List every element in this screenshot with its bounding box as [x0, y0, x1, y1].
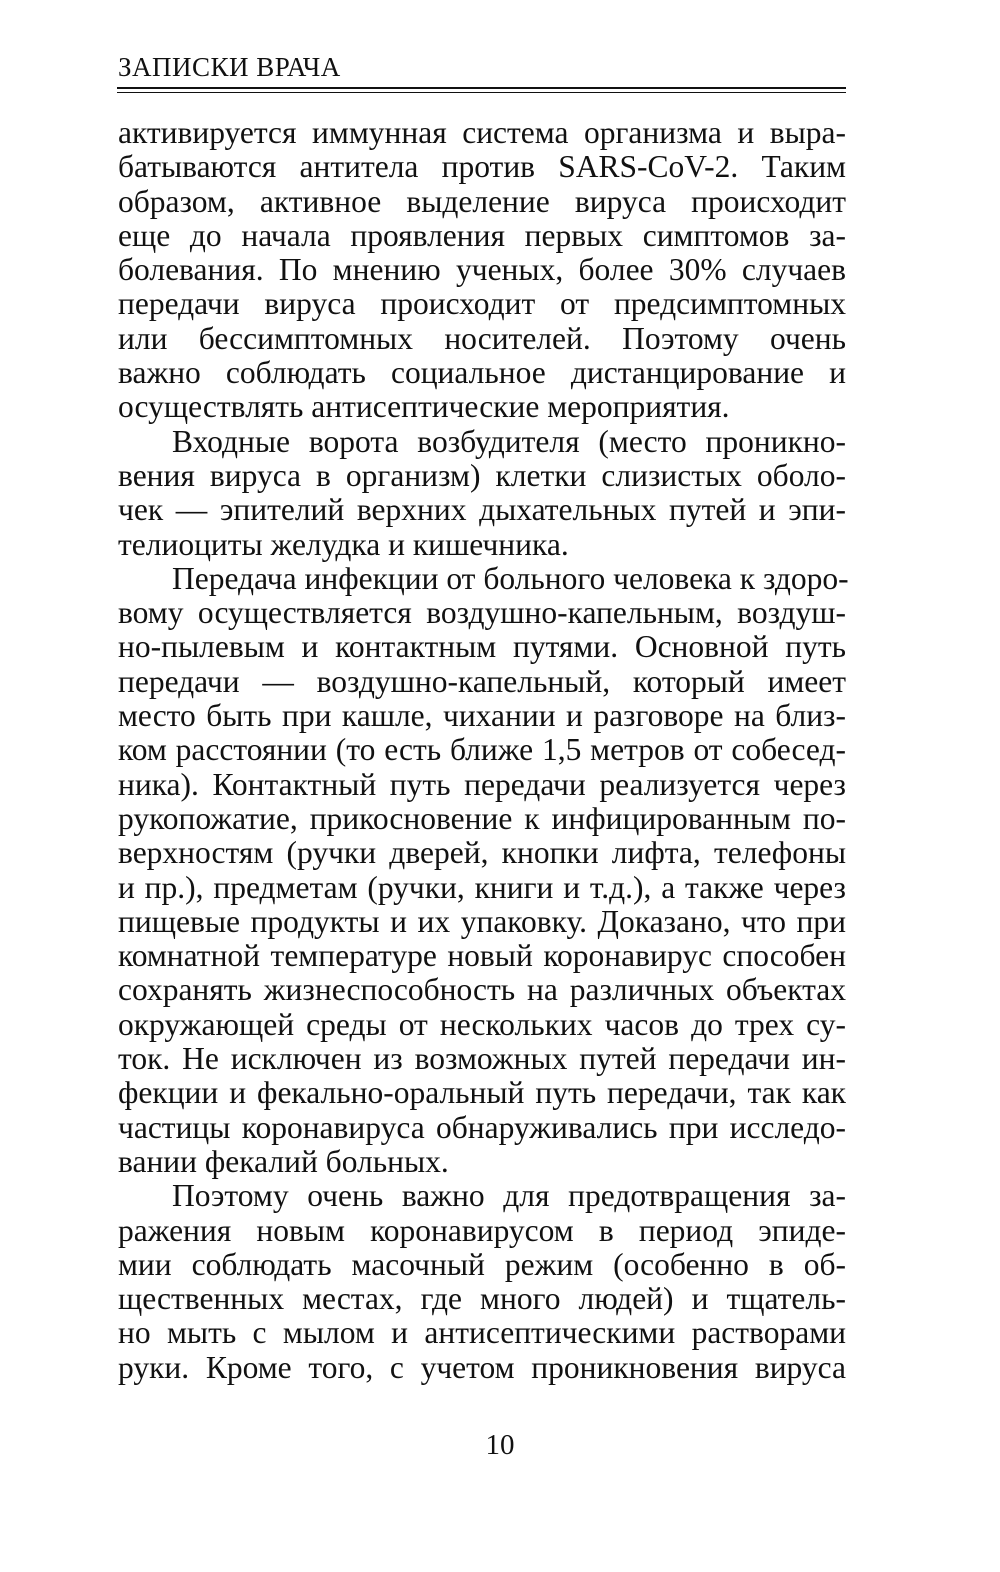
text-line: Входные ворота возбудителя (место проникно-	[172, 423, 846, 459]
body-text	[118, 115, 849, 1385]
text-line: место быть при кашле, чихании и разговоре на близ-	[118, 698, 846, 734]
paragraph-2	[118, 425, 846, 562]
text-line: ком расстоянии (то есть ближе 1,5 метров от собесед-	[118, 732, 846, 768]
text-line: верхностям (ручки дверей, кнопки лифта, телефоны	[118, 835, 846, 871]
text-line: сохранять жизнеспособность на различных объектах	[118, 972, 846, 1008]
text-line: Поэтому очень важно для предотвращения за-	[172, 1178, 846, 1214]
text-line: фекции и фекально-оральный путь передачи, так как	[118, 1075, 846, 1111]
text-line: рукопожатие, прикосновение к инфицированным по-	[118, 800, 846, 836]
text-line: но-пылевым и контактным путями. Основной путь	[118, 629, 846, 665]
header-rule	[117, 87, 846, 89]
text-line: еще до начала проявления первых симптомов за-	[118, 217, 846, 253]
text-line: ражения новым коронавирусом в период эпиде-	[118, 1212, 846, 1248]
text-line: и пр.), предметам (ручки, книги и т.д.), а также через	[118, 869, 846, 905]
text-line: частицы коронавируса обнаруживались при исследо-	[118, 1109, 846, 1145]
text-line: руки. Кроме того, с учетом проникновения вируса	[118, 1349, 846, 1385]
header-rule-thin	[117, 92, 846, 93]
running-head-title: ЗАПИСКИ ВРАЧА	[118, 52, 341, 82]
paragraph-3	[118, 560, 849, 1179]
text-line: Передача инфекции от больного человека к здоро-	[172, 560, 849, 596]
text-line: вании фекалий больных.	[118, 1143, 449, 1179]
text-line: передачи вируса происходит от предсимптомных	[118, 286, 846, 322]
text-line: комнатной температуре новый коронавирус способен	[118, 938, 846, 974]
text-line: важно соблюдать социальное дистанцирование и	[118, 355, 846, 391]
text-line: образом, активное выделение вируса происходит	[118, 183, 846, 219]
text-line: щественных местах, где много людей) и тщатель-	[118, 1281, 846, 1317]
text-line: вому осуществляется воздушно-капельным, воздуш-	[118, 595, 846, 631]
text-line: ника). Контактный путь передачи реализуется через	[118, 766, 846, 802]
text-line: болевания. По мнению ученых, более 30% случаев	[118, 252, 846, 288]
text-line: вения вируса в организм) клетки слизистых оболо-	[118, 457, 846, 493]
text-line: осуществлять антисептические мероприятия.	[118, 389, 730, 425]
text-line: мии соблюдать масочный режим (особенно в об-	[118, 1246, 846, 1282]
text-line: окружающей среды от нескольких часов до трех су-	[118, 1006, 846, 1042]
text-line: или бессимптомных носителей. Поэтому очень	[118, 320, 846, 356]
paragraph-4	[118, 1179, 846, 1385]
text-line: батываются антитела против SARS-CoV-2. Таким	[118, 149, 846, 185]
text-line: активируется иммунная система организма и выра-	[118, 115, 846, 150]
text-line: но мыть с мылом и антисептическими растворами	[118, 1315, 846, 1351]
text-line: пищевые продукты и их упаковку. Доказано, что при	[118, 903, 846, 939]
text-line: телиоциты желудка и кишечника.	[118, 526, 569, 562]
paragraph-1	[118, 116, 846, 425]
text-line: ток. Не исключен из возможных путей передачи ин-	[118, 1041, 846, 1077]
page-number: 10	[485, 1429, 515, 1461]
text-line: чек — эпителий верхних дыхательных путей и эпи-	[118, 492, 846, 528]
text-line: передачи — воздушно-капельный, который имеет	[118, 663, 846, 699]
